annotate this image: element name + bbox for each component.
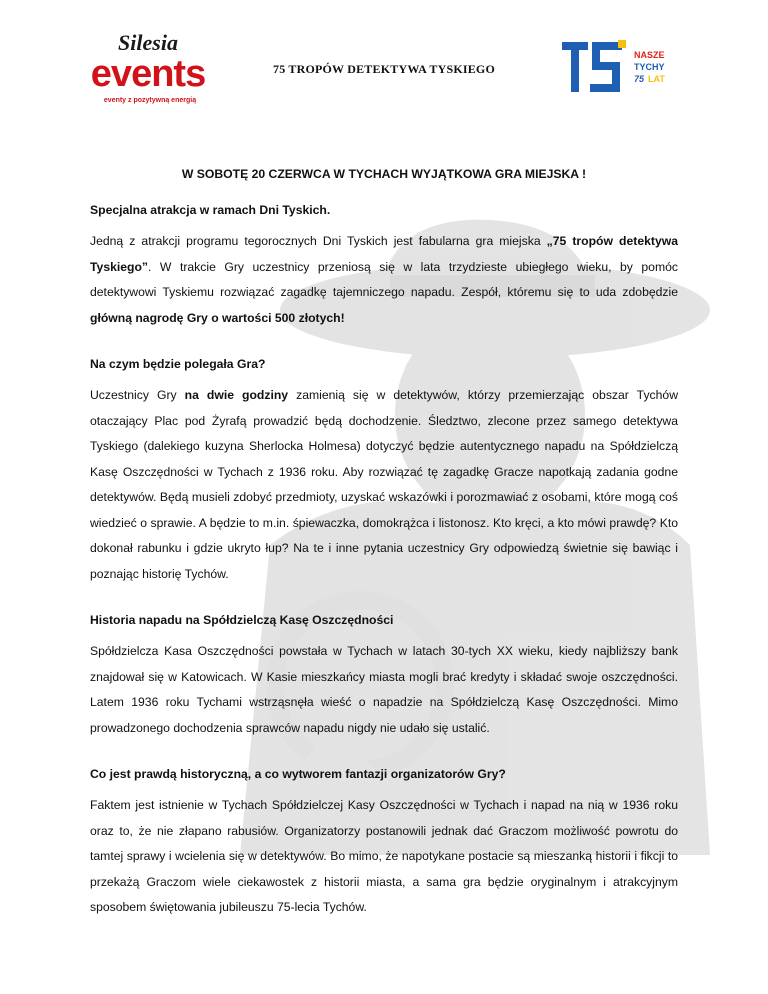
logo-lat-text: LAT [648,74,665,84]
s2-bold-duration: na dwie godziny [184,388,289,402]
logo-tagline-text: eventy z pozytywną energią [103,97,197,104]
header-title: 75 TROPÓW DETEKTYWA TYSKIEGO [273,62,495,76]
main-heading: W SOBOTĘ 20 CZERWCA W TYCHACH WYJĄTKOWA GRA MIEJSKA ! [181,167,587,181]
s2-text-1: Uczestnicy Gry [90,388,185,402]
section-4-paragraph: Faktem jest istnienie w Tychach Spółdzielczej Kasy Oszczędności w Tychach i napad na nią w 1936 roku oraz to, że nie złapano rabusiów. Organizatorzy postanowili jednak dać Graczom możliwość powrotu do tamtej sprawy i wcielenia się w detektywów. Bo mimo, że napotykane postacie są mieszanką historii i fikcji to przekażą Graczom wiele ciekawostek z historii miasta, a sama gra będzie oryginalnym i atrakcyjnym sposobem świętowania jubileuszu 75-lecia Tychów. [90,798,678,914]
s1-text-2: . W trakcie Gry uczestnicy przeniosą się w lata trzydzieste ubiegłego wieku, by pomóc detektywowi Tyskiemu rozwiązać zagadkę tajemniczego napadu. Zespół, któremu się to uda zdobędzie [90,259,678,299]
s1-bold-prize: główną nagrodę Gry o wartości 500 złotych! [90,310,345,325]
logo-nasze-text: NASZE [634,50,665,60]
s1-bold-game-title: „75 tropów detektywa Tyskiego” [90,234,678,274]
section-3-heading: Historia napadu na Spółdzielczą Kasę Oszczędności [90,613,394,627]
section-2-paragraph [90,383,678,587]
document-body [90,193,678,921]
logo-silesia-text: Silesia [118,30,178,55]
logo-75-text: 75 [634,74,645,84]
section-4-heading: Co jest prawdą historyczną, a co wytworem fantazji organizatorów Gry? [90,767,506,781]
section-2-heading: Na czym będzie polegała Gra? [90,357,266,371]
s1-text-1: Jedną z atrakcji programu tegorocznych Dni Tyskich jest fabularna gra miejska [90,234,547,248]
section-3-paragraph: Spółdzielcza Kasa Oszczędności powstała w Tychach w latach 30-tych XX wieku, kiedy najbliższy bank znajdował się w Katowicach. W Kasie mieszkańcy miasta mogli brać kredyty i składać swoje oszczędności. Latem 1936 roku Tychami wstrząsnęła wieść o napadzie na Spółdzielczą Kasę Oszczędności. Mimo prowadzonego dochodzenia sprawców napadu nigdy nie udało się ustalić. [90,644,678,735]
section-1-paragraph [90,229,678,331]
section-1-heading: Specjalna atrakcja w ramach Dni Tyskich. [90,203,331,217]
s2-text-2: zamienią się w detektywów, którzy przemierzając obszar Tychów otaczający Plac pod Żyrafą prowadzić będą dochodzenie. Śledztwo, zlecone przez samego detektywa Tyskiego (dalekiego kuzyna Sherlocka Holmesa) dotyczyć będzie autentycznego napadu na Spółdzielczą Kasę Oszczędności w Tychach z 1936 roku. Aby rozwiązać tę zagadkę Gracze napotkają zadania godne detektywów. Będą musieli zdobyć przedmioty, uzyskać wskazówki i porozmawiać z osobami, które mogą coś wiedzieć o sprawie. A będzie to m.in. śpiewaczka, domokrążca i listonosz. Kto kręci, a kto mówi prawdę? Kto dokonał rabunku i gdzie ukryto łup? Na te i inne pytania uczestnicy Gry odpowiedzą świetnie się bawiąc i poznając historię Tychów. [90,388,678,581]
logo-events-text: events [90,53,206,95]
logo-tychy-text: TYCHY [634,62,665,72]
